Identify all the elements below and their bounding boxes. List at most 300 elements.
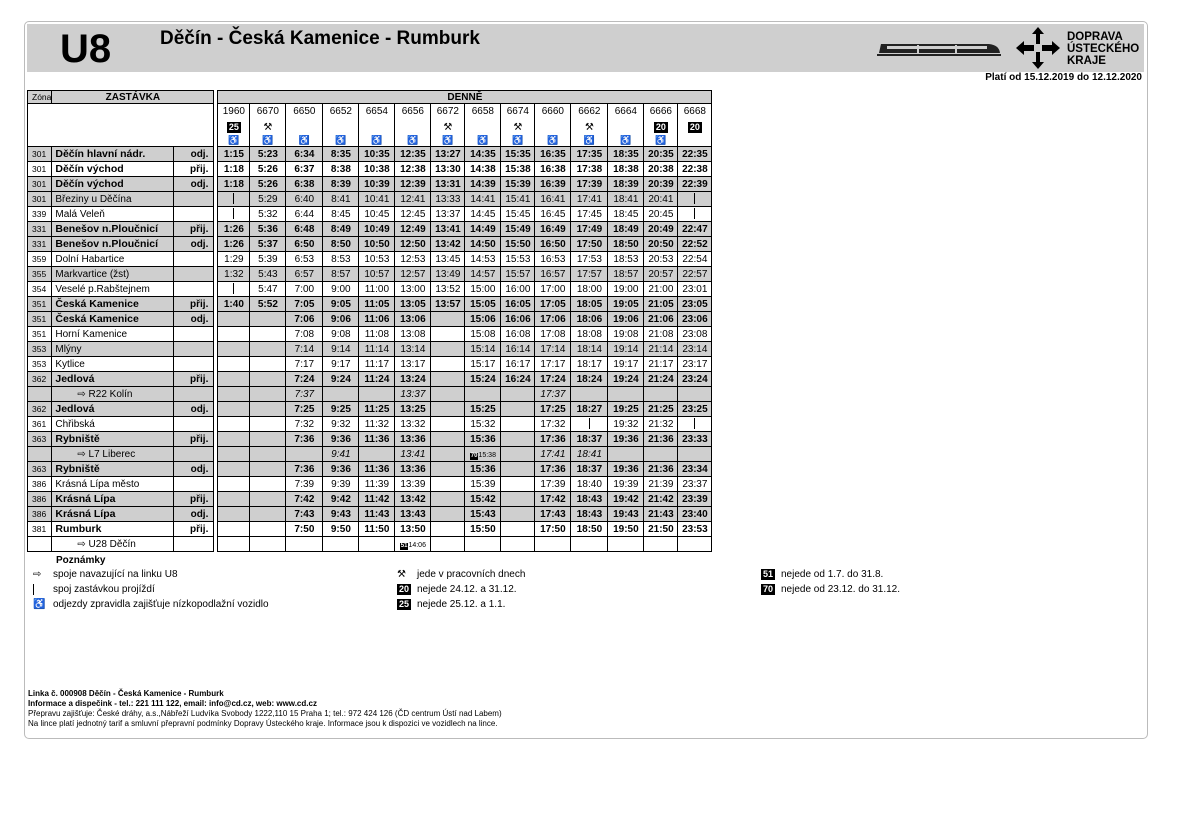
stop-name: Kytlice: [52, 357, 174, 372]
wheelchair-icon: ♿: [262, 134, 274, 145]
time-cell: 20:50: [644, 237, 678, 252]
accessibility-cell: [571, 135, 608, 147]
time-cell: [431, 432, 465, 447]
time-cell: 23:40: [678, 507, 712, 522]
stop-row: [28, 432, 712, 447]
time-cell: 7:50: [286, 522, 323, 537]
time-cell: [431, 462, 465, 477]
wheelchair-icon: ♿: [547, 134, 559, 145]
stop-name: Rybniště: [52, 432, 174, 447]
arrival-departure-label: přij.: [174, 297, 214, 312]
time-cell: 21:08: [644, 327, 678, 342]
time-cell: 21:32: [644, 417, 678, 432]
time-cell: 6:50: [286, 237, 323, 252]
time-cell: 10:53: [359, 252, 395, 267]
time-cell: 23:01: [678, 282, 712, 297]
time-cell: 16:41: [535, 192, 571, 207]
time-cell: 7:42: [286, 492, 323, 507]
time-cell: 17:53: [571, 252, 608, 267]
arrival-departure-label: [174, 192, 214, 207]
zone-number: 362: [28, 402, 52, 417]
time-cell: [431, 417, 465, 432]
stop-row: [28, 237, 712, 252]
time-cell: [250, 432, 286, 447]
time-cell: 20:39: [644, 177, 678, 192]
time-cell: 13:31: [431, 177, 465, 192]
time-cell: [359, 447, 395, 462]
time-cell: 20:53: [644, 252, 678, 267]
time-cell: [218, 507, 250, 522]
time-cell: 6:37: [286, 162, 323, 177]
note-item: [397, 569, 525, 580]
time-cell: 13:36: [395, 462, 431, 477]
stop-name: Děčín hlavní nádr.: [52, 147, 174, 162]
time-cell: [218, 462, 250, 477]
stop-name: ⇨ U28 Děčín: [52, 537, 174, 552]
train-number: 6664: [608, 104, 644, 120]
note-code-badge: 51: [400, 542, 408, 549]
time-cell: [571, 387, 608, 402]
time-cell: 18:17: [571, 357, 608, 372]
time-cell: 14:35: [465, 147, 501, 162]
arrival-departure-label: odj.: [174, 462, 214, 477]
time-cell: 1:15: [218, 147, 250, 162]
time-cell: 11:17: [359, 357, 395, 372]
time-cell: 23:05: [678, 297, 712, 312]
arrival-departure-label: odj.: [174, 147, 214, 162]
time-cell: 18:35: [608, 147, 644, 162]
note-code-badge: 25: [228, 121, 239, 132]
hammer-icon: ⚒: [263, 121, 273, 133]
time-cell: 13:36: [395, 432, 431, 447]
time-cell: 9:25: [323, 402, 359, 417]
note-code-badge: 25: [399, 599, 410, 609]
time-cell: 23:06: [678, 312, 712, 327]
time-cell: 13:37: [395, 387, 431, 402]
time-cell: [218, 522, 250, 537]
time-cell: 13:42: [395, 492, 431, 507]
time-cell: 9:32: [323, 417, 359, 432]
time-cell: 7:32: [286, 417, 323, 432]
time-cell: 5:36: [250, 222, 286, 237]
time-cell: 20:35: [644, 147, 678, 162]
time-cell: 17:06: [535, 312, 571, 327]
time-cell: [250, 327, 286, 342]
pass-through-mark: [33, 584, 34, 595]
time-cell: 16:38: [535, 162, 571, 177]
time-cell: [323, 387, 359, 402]
time-cell: 23:39: [678, 492, 712, 507]
time-cell: 13:33: [431, 192, 465, 207]
time-cell: 1:26: [218, 222, 250, 237]
time-cell: 8:35: [323, 147, 359, 162]
zone-number: 301: [28, 192, 52, 207]
time-cell: [250, 342, 286, 357]
time-cell: 21:17: [644, 357, 678, 372]
note-symbol: ⇨: [33, 569, 42, 580]
time-cell: 17:41: [571, 192, 608, 207]
arrival-departure-label: [174, 357, 214, 372]
time-cell: 17:32: [535, 417, 571, 432]
time-cell: 16:08: [501, 327, 535, 342]
time-cell: 17:36: [535, 462, 571, 477]
footer: [28, 689, 502, 729]
time-cell: [535, 537, 571, 552]
time-cell: 13:52: [431, 282, 465, 297]
time-cell: [218, 342, 250, 357]
time-cell: 15:06: [465, 312, 501, 327]
zone-number: 351: [28, 297, 52, 312]
accessibility-cell: [644, 135, 678, 147]
time-cell: 14:45: [465, 207, 501, 222]
wheelchair-icon: ♿: [583, 134, 595, 145]
time-cell: 5:39: [250, 252, 286, 267]
time-cell: 19:06: [608, 312, 644, 327]
time-cell: [431, 492, 465, 507]
time-cell: 18:27: [571, 402, 608, 417]
time-cell: 21:39: [644, 477, 678, 492]
stop-row: [28, 417, 712, 432]
time-cell: 12:38: [395, 162, 431, 177]
time-cell: [218, 282, 250, 297]
arrival-departure-label: [174, 477, 214, 492]
time-cell: [431, 357, 465, 372]
time-cell: 20:49: [644, 222, 678, 237]
time-cell: 19:36: [608, 432, 644, 447]
stop-row: [28, 492, 712, 507]
stop-row: [28, 507, 712, 522]
time-cell: [359, 387, 395, 402]
time-cell: 10:35: [359, 147, 395, 162]
time-cell: 20:45: [644, 207, 678, 222]
stop-name: Krásná Lípa: [52, 507, 174, 522]
time-cell: [501, 447, 535, 462]
pass-through-mark: [233, 193, 234, 204]
time-cell: 13:25: [395, 402, 431, 417]
route-title: Děčín - Česká Kamenice - Rumburk: [160, 28, 480, 49]
train-number: 6658: [465, 104, 501, 120]
train-icon: [877, 40, 1001, 56]
time-cell: [286, 537, 323, 552]
time-cell: 14:39: [465, 177, 501, 192]
time-cell: 20:57: [644, 267, 678, 282]
wheelchair-icon: ♿: [477, 134, 489, 145]
pass-through-mark: [233, 283, 234, 294]
time-cell: [431, 447, 465, 462]
time-cell: 18:08: [571, 327, 608, 342]
time-cell: [501, 387, 535, 402]
time-cell: 16:45: [535, 207, 571, 222]
time-cell: 13:30: [431, 162, 465, 177]
train-number: 6666: [644, 104, 678, 120]
time-cell: 19:39: [608, 477, 644, 492]
zone-number: 353: [28, 357, 52, 372]
time-cell: 21:43: [644, 507, 678, 522]
note-symbol: ⚒: [397, 569, 406, 580]
time-cell: [644, 537, 678, 552]
zone-number: 301: [28, 177, 52, 192]
time-cell: 5:23: [250, 147, 286, 162]
time-cell: [501, 402, 535, 417]
stop-row: [28, 342, 712, 357]
stop-name: Česká Kamenice: [52, 312, 174, 327]
time-cell: 19:24: [608, 372, 644, 387]
time-cell: [218, 312, 250, 327]
wheelchair-icon: ♿: [407, 134, 419, 145]
time-cell: 11:42: [359, 492, 395, 507]
stop-name: Veselé p.Rabštejnem: [52, 282, 174, 297]
train-code: [323, 120, 359, 135]
wheelchair-icon: ♿: [371, 134, 383, 145]
accessibility-cell: [678, 135, 712, 147]
time-cell: 13:05: [395, 297, 431, 312]
time-cell: 12:39: [395, 177, 431, 192]
time-cell: [431, 402, 465, 417]
stop-name: Rybniště: [52, 462, 174, 477]
train-code: [359, 120, 395, 135]
time-cell: 6:57: [286, 267, 323, 282]
time-cell: 16:17: [501, 357, 535, 372]
time-cell: [250, 447, 286, 462]
wheelchair-icon: ♿: [655, 134, 667, 145]
time-cell: 7:08: [286, 327, 323, 342]
time-cell: 9:05: [323, 297, 359, 312]
time-cell: 19:32: [608, 417, 644, 432]
time-cell: [218, 327, 250, 342]
time-cell: 22:54: [678, 252, 712, 267]
time-value: 14:06: [408, 541, 426, 549]
time-cell: 7:39: [286, 477, 323, 492]
stop-row: [28, 327, 712, 342]
time-cell: 6:53: [286, 252, 323, 267]
arrival-departure-label: [174, 387, 214, 402]
time-cell: 18:37: [571, 432, 608, 447]
time-cell: [644, 387, 678, 402]
arrival-departure-label: odj.: [174, 402, 214, 417]
time-cell: [431, 537, 465, 552]
stop-name: Chřibská: [52, 417, 174, 432]
time-cell: 1:18: [218, 162, 250, 177]
time-cell: [501, 522, 535, 537]
hammer-icon: ⚒: [584, 121, 594, 133]
arrival-departure-label: přij.: [174, 492, 214, 507]
brand-logo-icon: [1016, 27, 1060, 69]
time-cell: [465, 537, 501, 552]
time-cell: 17:24: [535, 372, 571, 387]
zone-number: 363: [28, 432, 52, 447]
time-cell: 12:57: [395, 267, 431, 282]
time-cell: [678, 387, 712, 402]
arrival-departure-label: odj.: [174, 507, 214, 522]
timetable: [27, 90, 712, 552]
stop-name: Markvartice (žst): [52, 267, 174, 282]
arrival-departure-label: přij.: [174, 432, 214, 447]
time-cell: 20:41: [644, 192, 678, 207]
arrival-departure-label: [174, 447, 214, 462]
time-cell: 6:38: [286, 177, 323, 192]
time-cell: 18:05: [571, 297, 608, 312]
time-cell: [218, 357, 250, 372]
zone-number: 351: [28, 327, 52, 342]
note-item: [33, 584, 155, 595]
accessibility-cell: [286, 135, 323, 147]
time-cell: 17:39: [535, 477, 571, 492]
time-cell: 13:41: [395, 447, 431, 462]
arrival-departure-label: přij.: [174, 162, 214, 177]
time-cell: 19:36: [608, 462, 644, 477]
time-cell: 19:08: [608, 327, 644, 342]
zone-number: 354: [28, 282, 52, 297]
time-cell: 11:25: [359, 402, 395, 417]
time-cell: 18:14: [571, 342, 608, 357]
zone-number: 331: [28, 237, 52, 252]
stop-row: [28, 357, 712, 372]
time-cell: 18:43: [571, 507, 608, 522]
time-cell: 16:53: [535, 252, 571, 267]
note-text: nejede od 1.7. do 31.8.: [781, 569, 884, 580]
train-code: [644, 120, 678, 135]
time-cell: 22:35: [678, 147, 712, 162]
time-cell: 12:41: [395, 192, 431, 207]
arrival-departure-label: přij.: [174, 222, 214, 237]
time-cell: 18:43: [571, 492, 608, 507]
stop-row: [28, 462, 712, 477]
time-cell: 11:24: [359, 372, 395, 387]
time-cell: [431, 522, 465, 537]
time-cell: 13:43: [395, 507, 431, 522]
time-cell: [678, 447, 712, 462]
arrival-departure-label: odj.: [174, 237, 214, 252]
time-cell: 15:24: [465, 372, 501, 387]
time-cell: 11:36: [359, 462, 395, 477]
note-code-badge: 20: [655, 121, 666, 132]
time-cell: 7:25: [286, 402, 323, 417]
line-code: U8: [60, 27, 112, 71]
time-cell: 7:17: [286, 357, 323, 372]
note-text: nejede od 23.12. do 31.12.: [781, 584, 900, 595]
note-code-badge: 20: [689, 121, 700, 132]
time-cell: 15:39: [501, 177, 535, 192]
time-cell: [431, 387, 465, 402]
time-cell: 17:45: [571, 207, 608, 222]
time-cell: 1:40: [218, 297, 250, 312]
time-cell: [218, 432, 250, 447]
time-cell: 9:36: [323, 462, 359, 477]
time-cell: 16:50: [535, 237, 571, 252]
time-cell: 17:50: [571, 237, 608, 252]
stop-name: Jedlová: [52, 402, 174, 417]
time-cell: 15:36: [465, 462, 501, 477]
stop-name: ⇨ R22 Kolín: [52, 387, 174, 402]
note-item: [761, 584, 900, 595]
train-code: [678, 120, 712, 135]
accessibility-cell: [250, 135, 286, 147]
time-cell: 8:49: [323, 222, 359, 237]
time-cell: 7:43: [286, 507, 323, 522]
time-cell: 9:17: [323, 357, 359, 372]
connection-row: [28, 447, 712, 462]
accessibility-cell: [608, 135, 644, 147]
time-cell: 11:06: [359, 312, 395, 327]
train-number: 6654: [359, 104, 395, 120]
stop-row: [28, 477, 712, 492]
time-cell: 17:08: [535, 327, 571, 342]
time-cell: 8:39: [323, 177, 359, 192]
footer-tariff: Na lince platí jednotný tarif a smluvní přepravní podmínky Dopravy Ústeckého kraje. Informace jsou k dispozici ve vozidlech na lince.: [28, 719, 498, 728]
time-cell: 18:50: [571, 522, 608, 537]
time-cell: 22:38: [678, 162, 712, 177]
time-cell: [250, 492, 286, 507]
train-code: [250, 120, 286, 135]
arrival-departure-label: přij.: [174, 522, 214, 537]
time-cell: 18:40: [571, 477, 608, 492]
stop-row: [28, 297, 712, 312]
time-cell: 1:29: [218, 252, 250, 267]
arrival-departure-label: [174, 537, 214, 552]
time-cell: [250, 522, 286, 537]
time-cell: 10:41: [359, 192, 395, 207]
time-cell: 9:43: [323, 507, 359, 522]
time-cell: [218, 372, 250, 387]
zone-number: [28, 387, 52, 402]
time-cell: [250, 372, 286, 387]
train-number: 6672: [431, 104, 465, 120]
arrival-departure-label: [174, 267, 214, 282]
time-cell: 16:05: [501, 297, 535, 312]
time-cell: 19:43: [608, 507, 644, 522]
time-cell: [250, 537, 286, 552]
time-cell: [608, 537, 644, 552]
time-cell: 17:39: [571, 177, 608, 192]
train-number: 6660: [535, 104, 571, 120]
time-cell: 15:49: [501, 222, 535, 237]
time-cell: [571, 417, 608, 432]
note-item: [761, 569, 883, 580]
train-code: [501, 120, 535, 135]
time-cell: 19:25: [608, 402, 644, 417]
time-cell: [218, 192, 250, 207]
time-cell: 7:36: [286, 462, 323, 477]
time-cell: 17:38: [571, 162, 608, 177]
wheelchair-icon: ♿: [442, 134, 454, 145]
train-number: 6668: [678, 104, 712, 120]
time-cell: 22:39: [678, 177, 712, 192]
time-cell: [501, 417, 535, 432]
zone-number: 351: [28, 312, 52, 327]
time-cell: 9:00: [323, 282, 359, 297]
time-cell: [501, 462, 535, 477]
time-cell: 17:41: [535, 447, 571, 462]
time-cell: [218, 402, 250, 417]
time-cell: 1:26: [218, 237, 250, 252]
stop-name: Dolní Habartice: [52, 252, 174, 267]
time-cell: [250, 507, 286, 522]
time-cell: 9:36: [323, 432, 359, 447]
time-cell: 23:14: [678, 342, 712, 357]
time-cell: [431, 342, 465, 357]
time-cell: 22:47: [678, 222, 712, 237]
time-cell: 11:00: [359, 282, 395, 297]
time-cell: 19:50: [608, 522, 644, 537]
time-cell: [250, 312, 286, 327]
time-cell: 15:53: [501, 252, 535, 267]
time-cell: 13:50: [395, 522, 431, 537]
time-cell: [465, 447, 501, 462]
time-cell: [431, 507, 465, 522]
time-cell: [218, 417, 250, 432]
time-cell: 16:00: [501, 282, 535, 297]
train-code: [608, 120, 644, 135]
